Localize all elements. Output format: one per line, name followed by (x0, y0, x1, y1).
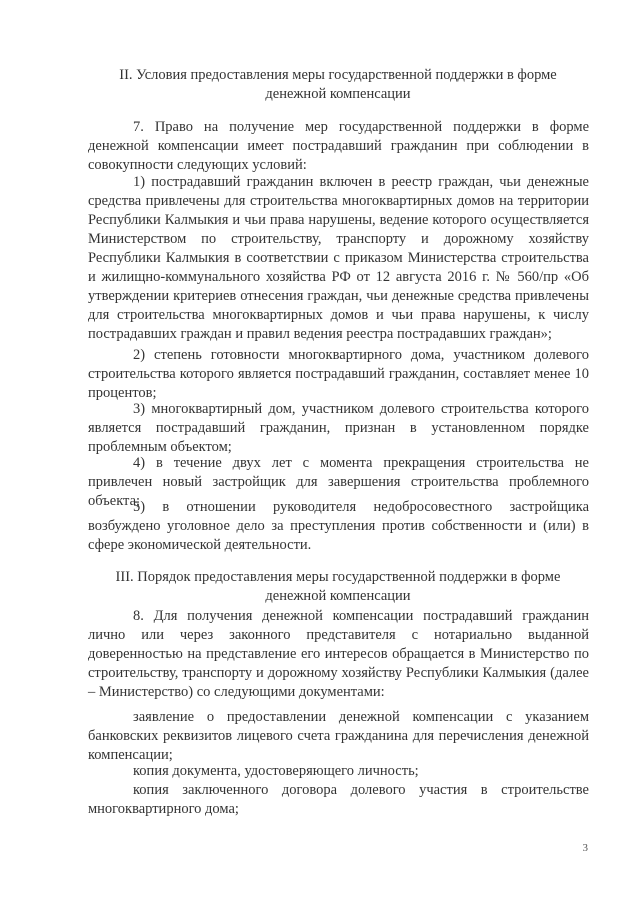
paragraph-8: 8. Для получения денежной компенсации пострадавший гражданин лично или через законного представителя с нотариально выданной доверенностью на представление его интересов обращается в Министерство по строительству, транспорту и дорожному хозяйству Республики Калмыкия (далее – Министерство) со следующими документами: (88, 608, 589, 700)
condition-2: 2) степень готовности многоквартирного дома, участником долевого строительства которого является пострадавший гражданин, составляет менее 10 процентов; (88, 347, 589, 401)
document-item-application: заявление о предоставлении денежной компенсации с указанием банковских реквизитов лицевого счета гражданина для перечисления денежной компенсации; (88, 709, 589, 763)
paragraph-7: 7. Право на получение мер государственной поддержки в форме денежной компенсации имеет пострадавший гражданин при соблюдении в совокупности следующих условий: (88, 119, 589, 173)
condition-3: 3) многоквартирный дом, участником долевого строительства которого является пострадавший гражданин, признан в установленном порядке проблемным объектом; (88, 401, 589, 455)
condition-4: 4) в течение двух лет с момента прекращения строительства не привлечен новый застройщик для завершения строительства проблемного объекта; (88, 455, 589, 509)
condition-5: 5) в отношении руководителя недобросовестного застройщика возбуждено уголовное дело за преступления против собственности и (или) в сфере экономической деятельности. (88, 499, 589, 553)
section-3-heading: III. Порядок предоставления меры государственной поддержки в форме денежной компенсации (115, 569, 561, 604)
section-2-heading: II. Условия предоставления меры государственной поддержки в форме денежной компенсации (119, 67, 557, 102)
document-item-contract-copy: копия заключенного договора долевого участия в строительстве многоквартирного дома; (88, 782, 589, 817)
document-item-id-copy: копия документа, удостоверяющего личность; (133, 763, 419, 779)
page-number: 3 (582, 842, 588, 854)
condition-1: 1) пострадавший гражданин включен в реестр граждан, чьи денежные средства привлечены для строительства многоквартирных домов на территории Республики Калмыкия и чьи права нарушены, ведение которого осуществляется Министерством по строительству, транспорту и дорожному хозяйству Республики Калмыкия в соответствии с приказом Министерства строительства и жилищно-коммунального хозяйства РФ от 12 августа 2016 г. № 560/пр «Об утверждении критериев отнесения граждан, чьи денежные средства привлечены для строительства многоквартирных домов и чьи права нарушены, к числу пострадавших граждан и правил ведения реестра пострадавших граждан»; (88, 174, 589, 342)
